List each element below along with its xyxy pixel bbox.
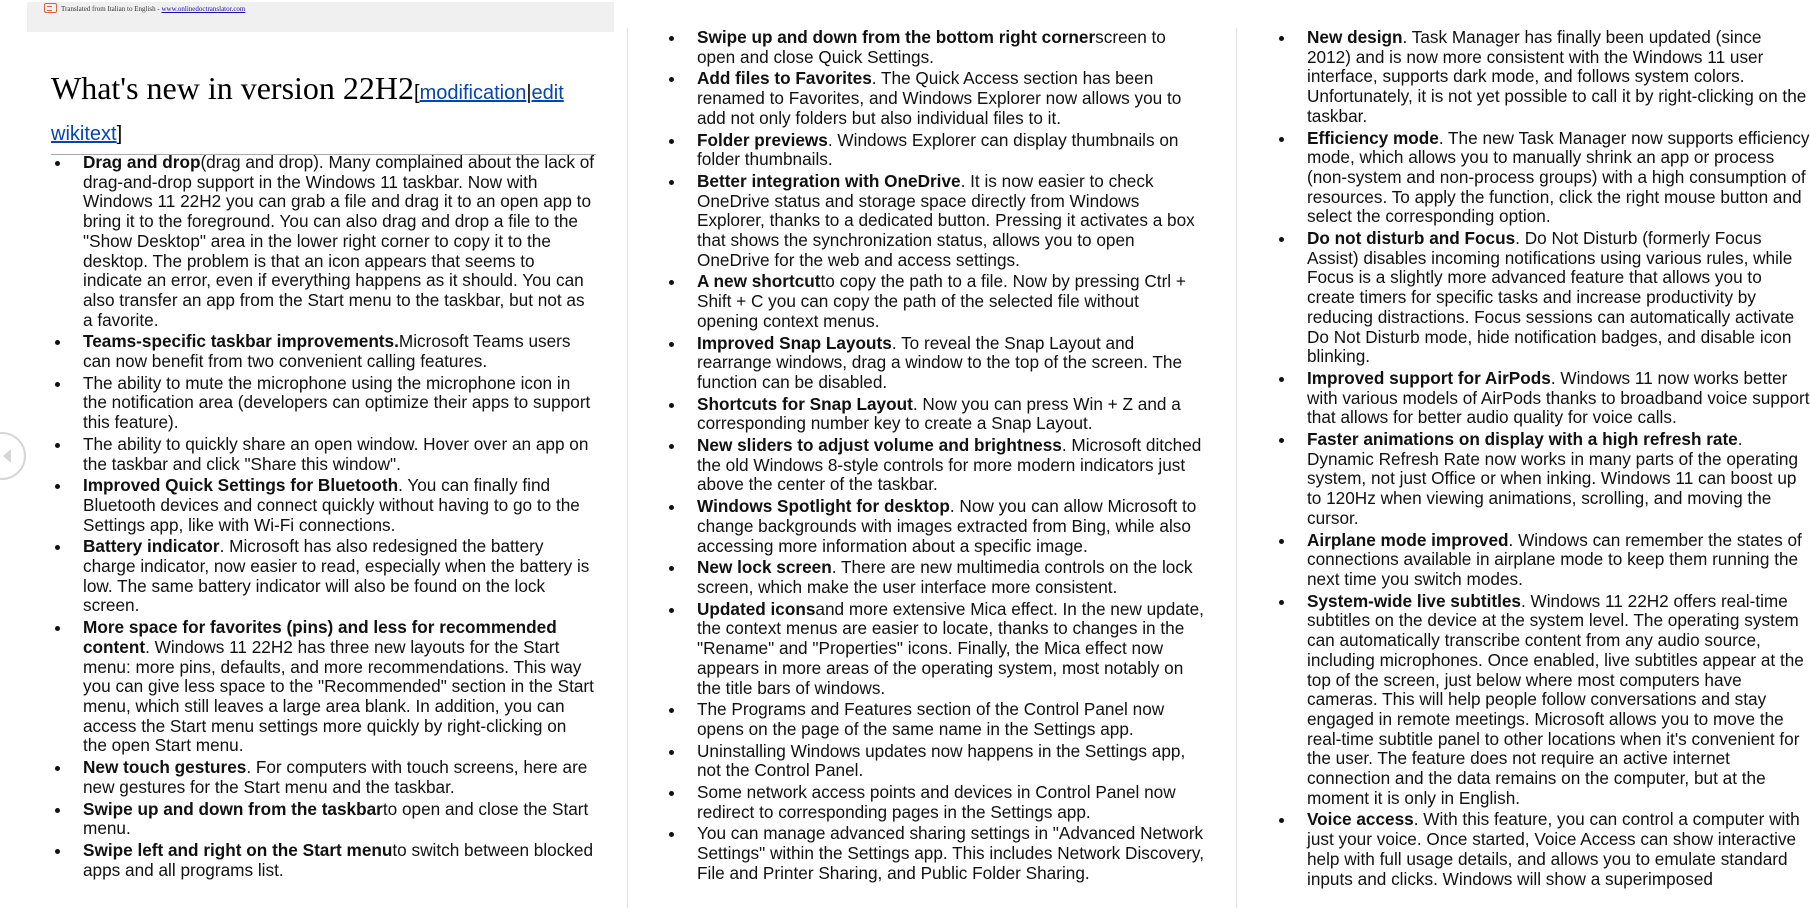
list-item [50, 800, 595, 839]
modification-link[interactable]: modification [419, 82, 527, 104]
list-item [50, 537, 595, 616]
item-text: . Windows 11 now works better with various models of AirPods thanks to broadband voice support that allows for better audio quality for voice calls. [1307, 367, 1810, 428]
item-heading: Add files to Favorites [697, 68, 872, 89]
list-item [1274, 129, 1810, 228]
bracket-open: [ [414, 82, 420, 104]
list-item [50, 332, 595, 371]
list-item [664, 558, 1204, 597]
item-text: Uninstalling Windows updates now happens in the Settings app, not the Control Panel. [697, 740, 1186, 781]
item-text: . There are new multimedia controls on the lock screen, which make the user interface more consistent. [697, 557, 1193, 597]
list-item [1274, 28, 1810, 127]
list-item [664, 742, 1204, 781]
item-text: Microsoft Teams users can now benefit from two convenient calling features. [83, 331, 571, 372]
item-text: . Dynamic Refresh Rate now works in many parts of the operating system, not just Office or when inking. Windows 11 can boost up to 120Hz when viewing animations, scrolling, and moving the cursor. [1307, 429, 1799, 528]
item-text: . With this feature, you can control a computer with just your voice. Once started, Voice Access can show interactive help with full usage details, and allows you to emulate standard inputs and clicks. Windows will show a superimposed [1307, 809, 1800, 889]
item-heading: Voice access [1307, 809, 1414, 830]
item-heading: Swipe left and right on the Start menu [83, 839, 393, 860]
item-text: . Do Not Disturb (formerly Focus Assist) disables incoming notifications using various rules, while Focus is a slightly more advanced feature that allows you to create timers for specific tasks and increase productivity by reducing distractions. Focus sessions can automatically activate Do Not Disturb mode, hide notification badges, and disable icon blinking. [1307, 228, 1795, 367]
list-item [664, 69, 1204, 128]
item-text: . Windows 11 22H2 offers real-time subtitles on the device at the system level. The operating system can automatically transcribe content from any audio source, including microphones. Once enabled, live subtitles appear at the top of the screen, just below where most computers have cameras. This will help people follow conversations and stay engaged in remote meetings. Microsoft allows you to move the real-time subtitle panel to other locations when it's convenient for the user. The feature does not require an active internet connection and the data remains on the computer, but at the moment it is only in English. [1307, 590, 1804, 808]
item-text: to switch between blocked apps and all programs list. [83, 839, 594, 880]
item-text: . For computers with touch screens, here are new gestures for the Start menu and the taskbar. [83, 757, 588, 797]
translation-banner [27, 2, 614, 32]
item-text: Some network access points and devices in Control Panel now redirect to corresponding pages in the Settings app. [697, 782, 1176, 822]
item-text: The ability to mute the microphone using the microphone icon in the notification area (developers can optimize their apps to support this feature). [83, 372, 591, 433]
list-item [50, 841, 595, 880]
bracket-close: ] [116, 123, 123, 145]
item-text: screen to open and close Quick Settings. [697, 27, 1166, 67]
item-heading: Teams-specific taskbar improvements. [83, 331, 399, 352]
item-heading: New touch gestures [83, 757, 247, 778]
list-item [50, 374, 595, 433]
edit-wikitext-link[interactable]: edit wikitext [51, 82, 564, 145]
item-text: The ability to quickly share an open window. Hover over an app on the taskbar and click "Share this window". [83, 433, 589, 474]
item-text: . The new Task Manager now supports efficiency mode, which allows you to manually shrink an app or process (non-system and non-process groups) with a high consumption of resources. To apply the function, click the right mouse button and select the corresponding option. [1307, 127, 1810, 227]
item-text: . Windows can remember the states of connections available in airplane mode to keep them running the next time you switch modes. [1307, 529, 1802, 589]
item-heading: Do not disturb and Focus [1307, 228, 1516, 249]
feature-list-2 [664, 28, 1204, 884]
item-text: . To reveal the Snap Layout and rearrange windows, drag a window to the top of the screen. The function can be disabled. [697, 332, 1183, 392]
list-item [664, 600, 1204, 699]
item-text: You can manage advanced sharing settings in "Advanced Network Settings" within the Settings app. This includes Network Discovery, File and Printer Sharing, and Public Folder Sharing. [697, 823, 1204, 883]
link-separator: | [526, 82, 532, 104]
list-item [50, 476, 595, 535]
translator-link[interactable]: www.onlinedoctranslator.com [161, 5, 246, 13]
item-heading: Swipe up and down from the bottom right corner [697, 27, 1096, 47]
list-item [1274, 430, 1810, 529]
item-heading: Airplane mode improved [1307, 529, 1509, 550]
item-heading: Updated icons [697, 598, 816, 619]
list-item [664, 497, 1204, 556]
item-text: . Now you can press Win + Z and a corresponding number key to create a Snap Layout. [697, 393, 1181, 434]
item-heading: New lock screen [697, 557, 832, 578]
list-item [1274, 810, 1810, 889]
item-heading: Faster animations on display with a high refresh rate [1307, 429, 1738, 450]
previous-page-arrow-icon[interactable] [0, 432, 26, 480]
item-heading: Improved Snap Layouts [697, 332, 892, 353]
item-text: . It is now easier to check OneDrive status and storage space directly from Windows Explorer, thanks to a dedicated button. Pressing it activates a box that shows the synchronization status, allows you to open OneDrive for the web and access settings. [697, 170, 1195, 270]
list-item [664, 28, 1204, 67]
list-item [664, 783, 1204, 822]
item-text: . Windows 11 22H2 has three new layouts for the Start menu: more pins, defaults, and more recommendations. This way you can give less space to the "Recommended" section in the Start menu, which still leaves a large area blank. In addition, you can access the Start menu settings more quickly by right-clicking on the open Start menu. [83, 636, 594, 756]
list-item [50, 435, 595, 474]
item-heading: Folder previews [697, 129, 828, 150]
list-item [1274, 592, 1810, 809]
feature-list-1 [50, 153, 595, 882]
list-item [1274, 229, 1810, 367]
item-text: . Microsoft has also redesigned the battery charge indicator, now easier to read, especially when the battery is low. The same battery indicator will also be found on the lock screen. [83, 536, 590, 616]
item-heading: Shortcuts for Snap Layout [697, 393, 913, 414]
item-heading: System-wide live subtitles [1307, 590, 1521, 611]
item-heading: New sliders to adjust volume and brightness [697, 435, 1062, 456]
item-heading: Improved Quick Settings for Bluetooth [83, 475, 399, 496]
item-text: . Task Manager has finally been updated (since 2012) and is now more consistent with the Windows 11 user interface, supports dark mode, and follows system colors. Unfortunately, it is not yet possible to call it by right-clicking on the taskbar. [1307, 27, 1807, 126]
item-text: to open and close the Start menu. [83, 798, 589, 839]
list-item [50, 758, 595, 797]
column-2 [664, 28, 1204, 886]
item-heading: Swipe up and down from the taskbar [83, 798, 383, 819]
item-heading: Improved support for AirPods [1307, 367, 1551, 388]
item-text: . Windows Explorer can display thumbnails on folder thumbnails. [697, 129, 1179, 170]
item-heading: New design [1307, 27, 1403, 47]
feature-list-3 [1274, 28, 1810, 889]
item-heading: Windows Spotlight for desktop [697, 496, 950, 517]
list-item [1274, 531, 1810, 590]
item-text: . Now you can allow Microsoft to change backgrounds with images extracted from Bing, while also accessing more information about a specific image. [697, 496, 1197, 556]
item-text: . Microsoft ditched the old Windows 8-style controls for more modern indicators just above the center of the taskbar. [697, 435, 1202, 495]
item-heading: More space for favorites (pins) and less for recommended content [83, 617, 557, 657]
section-heading [51, 70, 596, 155]
list-item [664, 272, 1204, 331]
document-translator-icon [44, 3, 57, 13]
item-heading: Efficiency mode [1307, 127, 1439, 148]
item-text: . The Quick Access section has been renamed to Favorites, and Windows Explorer now allows you to add not only folders but also individual files to it. [697, 68, 1182, 128]
item-text: The Programs and Features section of the Control Panel now opens on the page of the same name in the Settings app. [697, 699, 1165, 739]
item-heading: Better integration with OneDrive [697, 170, 961, 191]
item-heading: A new shortcut [697, 271, 821, 292]
item-heading: Drag and drop [83, 152, 201, 172]
item-text: to copy the path to a file. Now by pressing Ctrl + Shift + C you can copy the path of the selected file without opening context menus. [697, 271, 1186, 331]
list-item [664, 700, 1204, 739]
list-item [664, 131, 1204, 170]
item-text: and more extensive Mica effect. In the new update, the context menus are easier to locate, thanks to changes in the "Rename" and "Properties" icons. Finally, the Mica effect now appears in more areas of the operating system, most notably on the title bars of windows. [697, 598, 1204, 698]
column-3 [1274, 28, 1810, 891]
list-item [50, 153, 595, 330]
item-text: . You can finally find Bluetooth devices and connect quickly without having to go to the Settings app, like with Wi-Fi connections. [83, 475, 580, 535]
column-divider [1236, 28, 1237, 908]
list-item [50, 618, 595, 756]
list-item [1274, 369, 1810, 428]
list-item [664, 334, 1204, 393]
list-item [664, 395, 1204, 434]
item-text: (drag and drop). Many complained about the lack of drag-and-drop support in the Windows 11 taskbar. Now with Windows 11 22H2 you can grab a file and drag it to an open app to bring it to the foreground. You can also drag and drop a file to the "Show Desktop" area in the lower right corner to copy it to the desktop. The problem is that an icon appears that seems to indicate an error, even if everything happens as it should. You can also transfer an app from the Start menu to the taskbar, but not as a favorite. [83, 152, 595, 330]
list-item [664, 824, 1204, 883]
list-item [664, 172, 1204, 271]
banner-text: Translated from Italian to English - [61, 5, 162, 13]
list-item [664, 436, 1204, 495]
column-divider [627, 28, 628, 908]
item-heading: Battery indicator [83, 536, 220, 557]
section-title: What's new in version 22H2 [51, 70, 415, 106]
